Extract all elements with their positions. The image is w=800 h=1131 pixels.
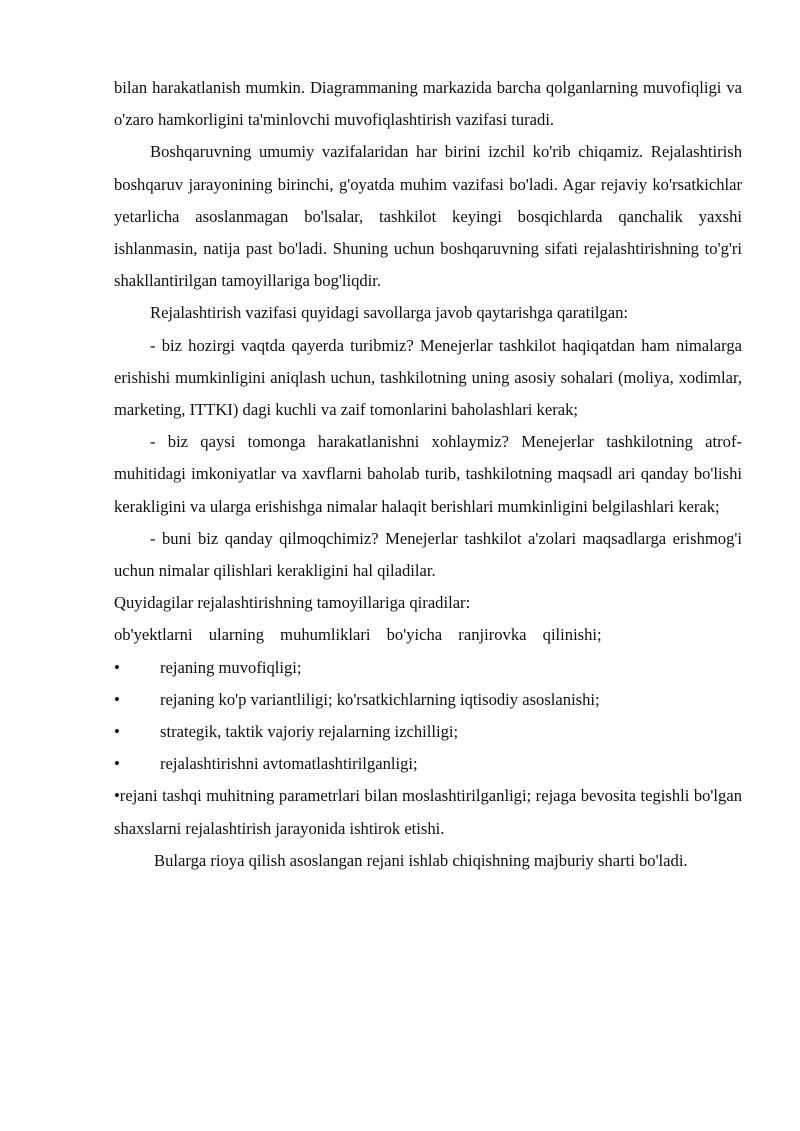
principle-environment: •rejani tashqi muhitning parametrlari bilan moslashtirilganligi; rejaga bevosita tegishli bo'lgan shaxslarni rejalashtirish jarayonida ishtirok etishi. [114, 786, 742, 838]
principle-ranking: ob'yektlarni ularning muhumliklari bo'yicha ranjirovka qilinishi; [114, 625, 602, 645]
list-item-text: rejaning muvofiqligi; [160, 657, 302, 677]
bullet-symbol: • [114, 754, 120, 774]
bullet-symbol: • [114, 689, 120, 709]
list-item-text: strategik, taktik vajoriy rejalarning izchilligi; [160, 722, 459, 742]
principles-heading: Quyidagilar rejalashtirishning tamoyillariga qiradilar: [114, 593, 471, 613]
list-item [114, 652, 742, 684]
list-item-text: rejaning ko'p variantliligi; ko'rsatkichlarning iqtisodiy asoslanishi; [160, 689, 600, 709]
question-where-are-we: - biz hozirgi vaqtda qayerda turibmiz? Menejerlar tashkilot haqiqatdan ham nimalarga erishishi mumkinligini aniqlash uchun, tashkilotning uning asosiy sohalari (moliya, xodimlar, marketing, ITTKI) dagi kuchli va zaif tomonlarini baholashlari kerak; [114, 335, 742, 420]
question-how-to-do: - buni biz qanday qilmoqchimiz? Menejerlar tashkilot a'zolari maqsadlarga erishmog'i uchun nimalar qilishlari kerakligini hal qiladilar. [114, 528, 742, 581]
list-item [114, 748, 742, 780]
paragraph-questions-intro: Rejalashtirish vazifasi quyidagi savollarga javob qaytarishga qaratilgan: [150, 303, 629, 323]
list-item [114, 684, 742, 716]
paragraph-intro: bilan harakatlanish mumkin. Diagrammaning markazida barcha qolganlarning muvofiqligi va o'zaro hamkorligini ta'minlovchi muvofiqlashtirish vazifasi turadi. [114, 78, 742, 130]
question-where-to-go: - biz qaysi tomonga harakatlanishni xohlaymiz? Menejerlar tashkilotning atrof-muhitidagi imkoniyatlar va xavflarni baholab turib, tashkilotning maqsadl ari qanday bo'lishi kerakligini va ularga erishishga nimalar halaqit berishlari mumkinligini belgilashlari kerak; [114, 432, 742, 516]
list-item [114, 716, 742, 748]
paragraph-functions: Boshqaruvning umumiy vazifalaridan har birini izchil ko'rib chiqamiz. Rejalashtirish boshqaruv jarayonining birinchi, g'oyatda muhim vazifasi bo'ladi. Agar rejaviy ko'rsatkichlar yetarlicha asoslanmagan bo'lsalar, tashkilot keyingi bosqichlarda qanchalik yaxshi ishlanmasin, natija past bo'ladi. Shuning uchun boshqaruvning sifati rejalashtirishning to'g'ri shakllantirilgan tamoyillariga bog'liqdir. [114, 142, 742, 291]
bullet-symbol: • [114, 722, 120, 742]
paragraph-closing: Bularga rioya qilish asoslangan rejani ishlab chiqishning majburiy sharti bo'ladi. [154, 850, 688, 870]
document-body [114, 72, 742, 877]
bullet-symbol: • [114, 657, 120, 677]
list-item-text: rejalashtirishni avtomatlashtirilganligi; [160, 754, 418, 774]
